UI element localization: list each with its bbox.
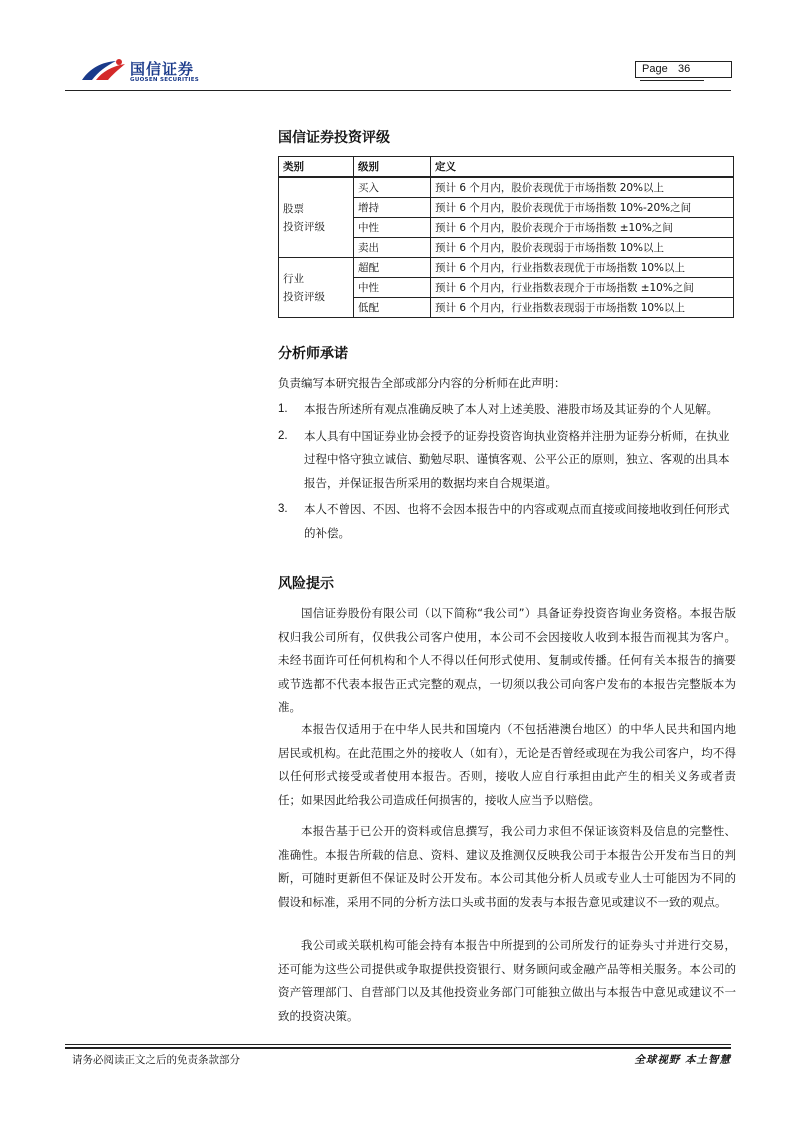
footer-disclaimer: 请务必阅读正文之后的免责条款部分 bbox=[72, 1054, 240, 1066]
risk-paragraph-3: 本报告基于已公开的资料或信息撰写，我公司力求但不保证该资料及信息的完整性、准确性。本报告所载的信息、资料、建议及推测仅反映我公司于本报告公开发布当日的判断，可随时更新但不保证及时公开发布。本公司其他分析人员或专业人士可能因为不同的假设和标准，采用不同的分析方法口头或书面的发表与本报告意见或建议不一致的观点。 bbox=[278, 824, 736, 909]
analyst-section-title: 分析师承诺 bbox=[278, 346, 348, 362]
level-cell: 中性 bbox=[354, 278, 431, 298]
guosen-logo-icon bbox=[80, 58, 126, 84]
category-label: 行业 bbox=[283, 272, 304, 285]
category-cell-industry bbox=[279, 258, 354, 318]
risk-paragraph-1: 国信证券股份有限公司（以下简称“我公司”）具备证券投资咨询业务资格。本报告版权归我公司所有，仅供我公司客户使用，本公司不会因接收人收到本报告而视其为客户。未经书面许可任何机构和个人不得以任何形式使用、复制或传播。任何有关本报告的摘要或节选都不代表本报告正式完整的观点，一切须以我公司向客户发布的本报告完整版本为准。 bbox=[278, 606, 736, 714]
column-header-definition: 定义 bbox=[431, 157, 734, 178]
rating-table bbox=[278, 156, 734, 318]
list-number: 2. bbox=[278, 429, 288, 442]
list-text: 本人不曾因、不因、也将不会因本报告中的内容或观点而直接或间接地收到任何形式的补偿。 bbox=[304, 502, 730, 540]
level-cell: 超配 bbox=[354, 258, 431, 278]
definition-cell: 预计 6 个月内，股价表现优于市场指数 10%-20%之间 bbox=[431, 198, 734, 218]
guosen-logo bbox=[80, 56, 220, 86]
page-underline bbox=[640, 80, 704, 81]
level-cell: 低配 bbox=[354, 298, 431, 318]
page-number: 36 bbox=[678, 63, 691, 75]
list-text: 本人具有中国证券业协会授予的证券投资咨询执业资格并注册为证券分析师，在执业过程中恪守独立诚信、勤勉尽职、谨慎客观、公平公正的原则，独立、客观的出具本报告，并保证报告所采用的数据均来自合规渠道。 bbox=[304, 428, 730, 490]
list-item bbox=[278, 498, 736, 545]
table-row bbox=[279, 177, 734, 198]
table-row bbox=[279, 258, 734, 278]
footer-divider bbox=[65, 1044, 731, 1045]
risk-section-title: 风险提示 bbox=[278, 576, 334, 592]
page-label: Page bbox=[642, 63, 668, 75]
analyst-promise-list bbox=[278, 398, 736, 548]
analyst-intro: 负责编写本研究报告全部或部分内容的分析师在此声明： bbox=[278, 376, 566, 390]
list-number: 3. bbox=[278, 503, 288, 515]
category-label: 投资评级 bbox=[283, 220, 325, 233]
list-number: 1. bbox=[278, 403, 288, 415]
category-cell-stock bbox=[279, 177, 354, 258]
list-item bbox=[278, 425, 736, 496]
list-text: 本报告所述所有观点准确反映了本人对上述美股、港股市场及其证券的个人见解。 bbox=[304, 402, 718, 416]
logo-text-cn: 国信证券 bbox=[130, 60, 195, 78]
rating-section-title: 国信证券投资评级 bbox=[278, 130, 390, 146]
page-indicator bbox=[635, 61, 732, 78]
level-cell: 中性 bbox=[354, 218, 431, 238]
footer-divider-thick bbox=[65, 1047, 731, 1049]
definition-cell: 预计 6 个月内，股价表现介于市场指数 ±10%之间 bbox=[431, 218, 734, 238]
category-label: 股票 bbox=[283, 202, 304, 215]
definition-cell: 预计 6 个月内，行业指数表现弱于市场指数 10%以上 bbox=[431, 298, 734, 318]
column-header-category: 类别 bbox=[279, 157, 354, 178]
category-label: 投资评级 bbox=[283, 290, 325, 303]
header-divider bbox=[65, 90, 731, 91]
risk-paragraph-4: 我公司或关联机构可能会持有本报告中所提到的公司所发行的证券头寸并进行交易，还可能为这些公司提供或争取提供投资银行、财务顾问或金融产品等相关服务。本公司的资产管理部门、自营部门以及其他投资业务部门可能独立做出与本报告中意见或建议不一致的投资决策。 bbox=[278, 938, 736, 1023]
rating-table-header bbox=[279, 157, 734, 178]
level-cell: 卖出 bbox=[354, 238, 431, 258]
footer-slogan: 全球视野 本土智慧 bbox=[634, 1054, 731, 1066]
level-cell: 买入 bbox=[354, 177, 431, 198]
definition-cell: 预计 6 个月内，股价表现弱于市场指数 10%以上 bbox=[431, 238, 734, 258]
list-item bbox=[278, 398, 736, 422]
level-cell: 增持 bbox=[354, 198, 431, 218]
definition-cell: 预计 6 个月内，行业指数表现介于市场指数 ±10%之间 bbox=[431, 278, 734, 298]
column-header-level: 级别 bbox=[354, 157, 431, 178]
definition-cell: 预计 6 个月内，行业指数表现优于市场指数 10%以上 bbox=[431, 258, 734, 278]
risk-paragraph-2: 本报告仅适用于在中华人民共和国境内（不包括港澳台地区）的中华人民共和国内地居民或机构。在此范围之外的接收人（如有），无论是否曾经或现在为我公司客户，均不得以任何形式接受或者使用本报告。否则，接收人应自行承担由此产生的相关义务或者责任；如果因此给我公司造成任何损害的，接收人应当予以赔偿。 bbox=[278, 722, 736, 807]
logo-text-en: GUOSEN SECURITIES bbox=[130, 77, 200, 83]
definition-cell: 预计 6 个月内，股价表现优于市场指数 20%以上 bbox=[431, 177, 734, 198]
